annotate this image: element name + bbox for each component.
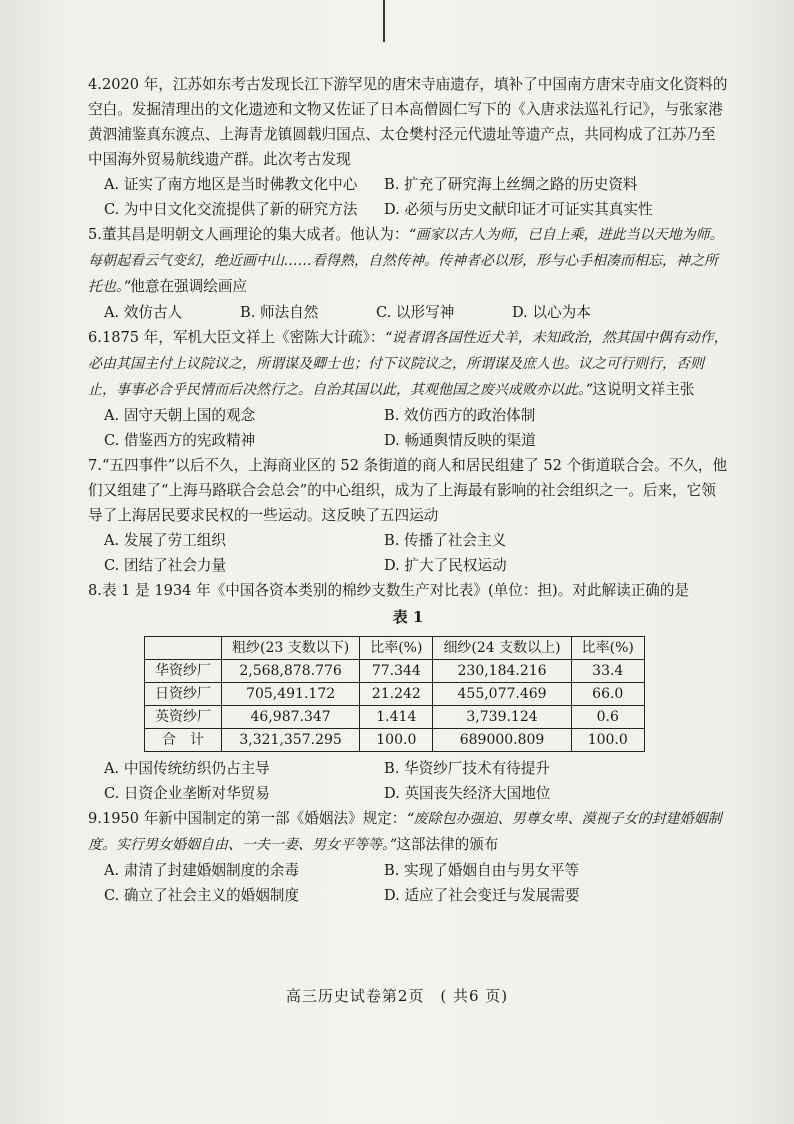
table-row xyxy=(145,706,645,729)
table-header-cell xyxy=(145,637,222,660)
table-cell: 1.414 xyxy=(360,706,433,729)
question-number: 5. xyxy=(88,226,102,243)
options xyxy=(88,300,728,325)
table-cell: 66.0 xyxy=(571,683,644,706)
option-a: A. 固守天朝上国的观念 xyxy=(104,407,256,424)
table-header-cell: 细纱(24 支数以上) xyxy=(433,637,571,660)
options xyxy=(88,172,728,222)
table-cell: 705,491.172 xyxy=(222,683,360,706)
table-cell: 455,077.469 xyxy=(433,683,571,706)
table-header-row xyxy=(145,637,645,660)
question-text: 董其昌是明朝文人画理论的集大成者。他认为： xyxy=(101,226,409,243)
question-6 xyxy=(88,325,728,453)
option-c: C. 以形写神 xyxy=(376,304,455,321)
option-d: D. 以心为本 xyxy=(512,304,591,321)
question-number: 9. xyxy=(88,810,102,827)
option-c: C. 确立了社会主义的婚姻制度 xyxy=(104,887,300,904)
question-prompt: 这部法律的颁布 xyxy=(396,836,499,853)
option-d: D. 英国丧失经济大国地位 xyxy=(384,785,551,802)
table-cell: 100.0 xyxy=(360,729,433,752)
table-row-total xyxy=(145,729,645,752)
table-cell: 华资纱厂 xyxy=(145,660,222,683)
table-header-cell: 比率(%) xyxy=(360,637,433,660)
table-cell: 合 计 xyxy=(145,729,222,752)
option-c: C. 日资企业垄断对华贸易 xyxy=(104,785,270,802)
question-stem xyxy=(88,325,728,403)
question-7 xyxy=(88,453,728,578)
option-b: B. 扩充了研究海上丝绸之路的历史资料 xyxy=(384,176,638,193)
quotation: “废除包办强迫、男尊女卑、漠视子女的封建婚姻制度。实行男女婚姻自由、一夫一妻、男女平等等。” xyxy=(88,811,722,853)
page-footer: 高三历史试卷第2页 ( 共6 页) xyxy=(285,987,509,1005)
option-a: A. 肃清了封建婚姻制度的余毒 xyxy=(104,862,299,879)
question-text: 1950 年新中国制定的第一部《婚姻法》规定： xyxy=(101,810,407,827)
option-c: C. 为中日文化交流提供了新的研究方法 xyxy=(104,201,358,218)
option-a: A. 中国传统纺织仍占主导 xyxy=(104,760,270,777)
question-text: 1875 年，军机大臣文祥上《密陈大计疏》： xyxy=(101,329,385,346)
question-number: 6. xyxy=(88,329,102,346)
options xyxy=(88,858,728,908)
table-cell: 3,321,357.295 xyxy=(222,729,360,752)
question-text: 表 1 是 1934 年《中国各资本类别的棉纱支数生产对比表》(单位：担)。对此解读正确的是 xyxy=(101,582,690,599)
question-number: 4. xyxy=(88,76,102,93)
options xyxy=(88,528,728,578)
option-d: D. 适应了社会变迁与发展需要 xyxy=(384,887,580,904)
table-cell: 2,568,878.776 xyxy=(222,660,360,683)
options xyxy=(88,403,728,453)
question-4 xyxy=(88,72,728,222)
question-5 xyxy=(88,222,728,325)
table-cell: 33.4 xyxy=(571,660,644,683)
quotation: “画家以古人为师，已自上乘，进此当以天地为师。每朝起看云气变幻，绝近画中山……看得熟，自然传神。传神者必以形，形与心手相凑而相忘，神之所托也。” xyxy=(88,227,724,295)
table-cell: 3,739.124 xyxy=(433,706,571,729)
question-number: 8. xyxy=(88,582,102,599)
option-b: B. 实现了婚姻自由与男女平等 xyxy=(384,862,580,879)
question-prompt: 这说明文祥主张 xyxy=(592,381,695,398)
option-b: B. 效仿西方的政治体制 xyxy=(384,407,536,424)
option-c: C. 借鉴西方的宪政精神 xyxy=(104,432,256,449)
question-stem xyxy=(88,806,728,858)
table-cell: 日资纱厂 xyxy=(145,683,222,706)
question-number: 7. xyxy=(88,457,102,474)
table-title: 表 1 xyxy=(392,608,424,626)
question-list xyxy=(88,72,728,908)
table-row xyxy=(145,683,645,706)
question-stem xyxy=(88,222,728,300)
table-cell: 0.6 xyxy=(571,706,644,729)
options xyxy=(88,756,728,806)
question-stem xyxy=(88,578,728,603)
option-b: B. 师法自然 xyxy=(240,304,319,321)
option-d: D. 扩大了民权运动 xyxy=(384,557,507,574)
table-header-cell: 比率(%) xyxy=(571,637,644,660)
table-header-cell: 粗纱(23 支数以下) xyxy=(222,637,360,660)
quotation: “说者谓各国性近犬羊，未知政治，然其国中偶有动作，必由其国主付上议院议之，所谓谋及卿士也；付下议院议之，所谓谋及庶人也。议之可行则行，否则止，事事必合乎民情而后决然行之。自治其国以此，其观他国之废兴成败亦以此。” xyxy=(88,330,728,398)
table-cell: 77.344 xyxy=(360,660,433,683)
table-cell: 46,987.347 xyxy=(222,706,360,729)
table-cell: 100.0 xyxy=(571,729,644,752)
option-c: C. 团结了社会力量 xyxy=(104,557,227,574)
table-cell: 689000.809 xyxy=(433,729,571,752)
binding-line xyxy=(383,0,385,42)
option-d: D. 畅通舆情反映的渠道 xyxy=(384,432,536,449)
option-b: B. 传播了社会主义 xyxy=(384,532,507,549)
question-stem xyxy=(88,72,728,172)
data-table xyxy=(144,636,645,752)
table-cell: 230,184.216 xyxy=(433,660,571,683)
option-a: A. 效仿古人 xyxy=(104,304,183,321)
question-9 xyxy=(88,806,728,908)
option-b: B. 华资纱厂技术有待提升 xyxy=(384,760,550,777)
question-8 xyxy=(88,578,728,806)
table-cell: 21.242 xyxy=(360,683,433,706)
table-cell: 英资纱厂 xyxy=(145,706,222,729)
question-prompt: 他意在强调绘画应 xyxy=(130,278,248,295)
question-stem xyxy=(88,453,728,528)
table-row xyxy=(145,660,645,683)
option-d: D. 必须与历史文献印证才可证实其真实性 xyxy=(384,201,653,218)
question-text: “五四事件”以后不久，上海商业区的 52 条街道的商人和居民组建了 52 个街道联合会。不久，他们又组建了“上海马路联合会总会”的中心组织，成为了上海最有影响的社会组织之一。后来，它领导了上海居民要求民权的一些运动。这反映了五四运动 xyxy=(88,457,728,524)
option-a: A. 证实了南方地区是当时佛教文化中心 xyxy=(104,176,358,193)
question-text: 2020 年，江苏如东考古发现长江下游罕见的唐宋寺庙遗存，填补了中国南方唐宋寺庙文化资料的空白。发掘清理出的文化遗迹和文物又佐证了日本高僧圆仁写下的《入唐求法巡礼行记》，与张家港黄泗浦鉴真东渡点、上海青龙镇圆载归国点、太仓樊村泾元代遗址等遗产点，共同构成了江苏乃至中国海外贸易航线遗产群。此次考古发现 xyxy=(88,76,728,168)
option-a: A. 发展了劳工组织 xyxy=(104,532,226,549)
